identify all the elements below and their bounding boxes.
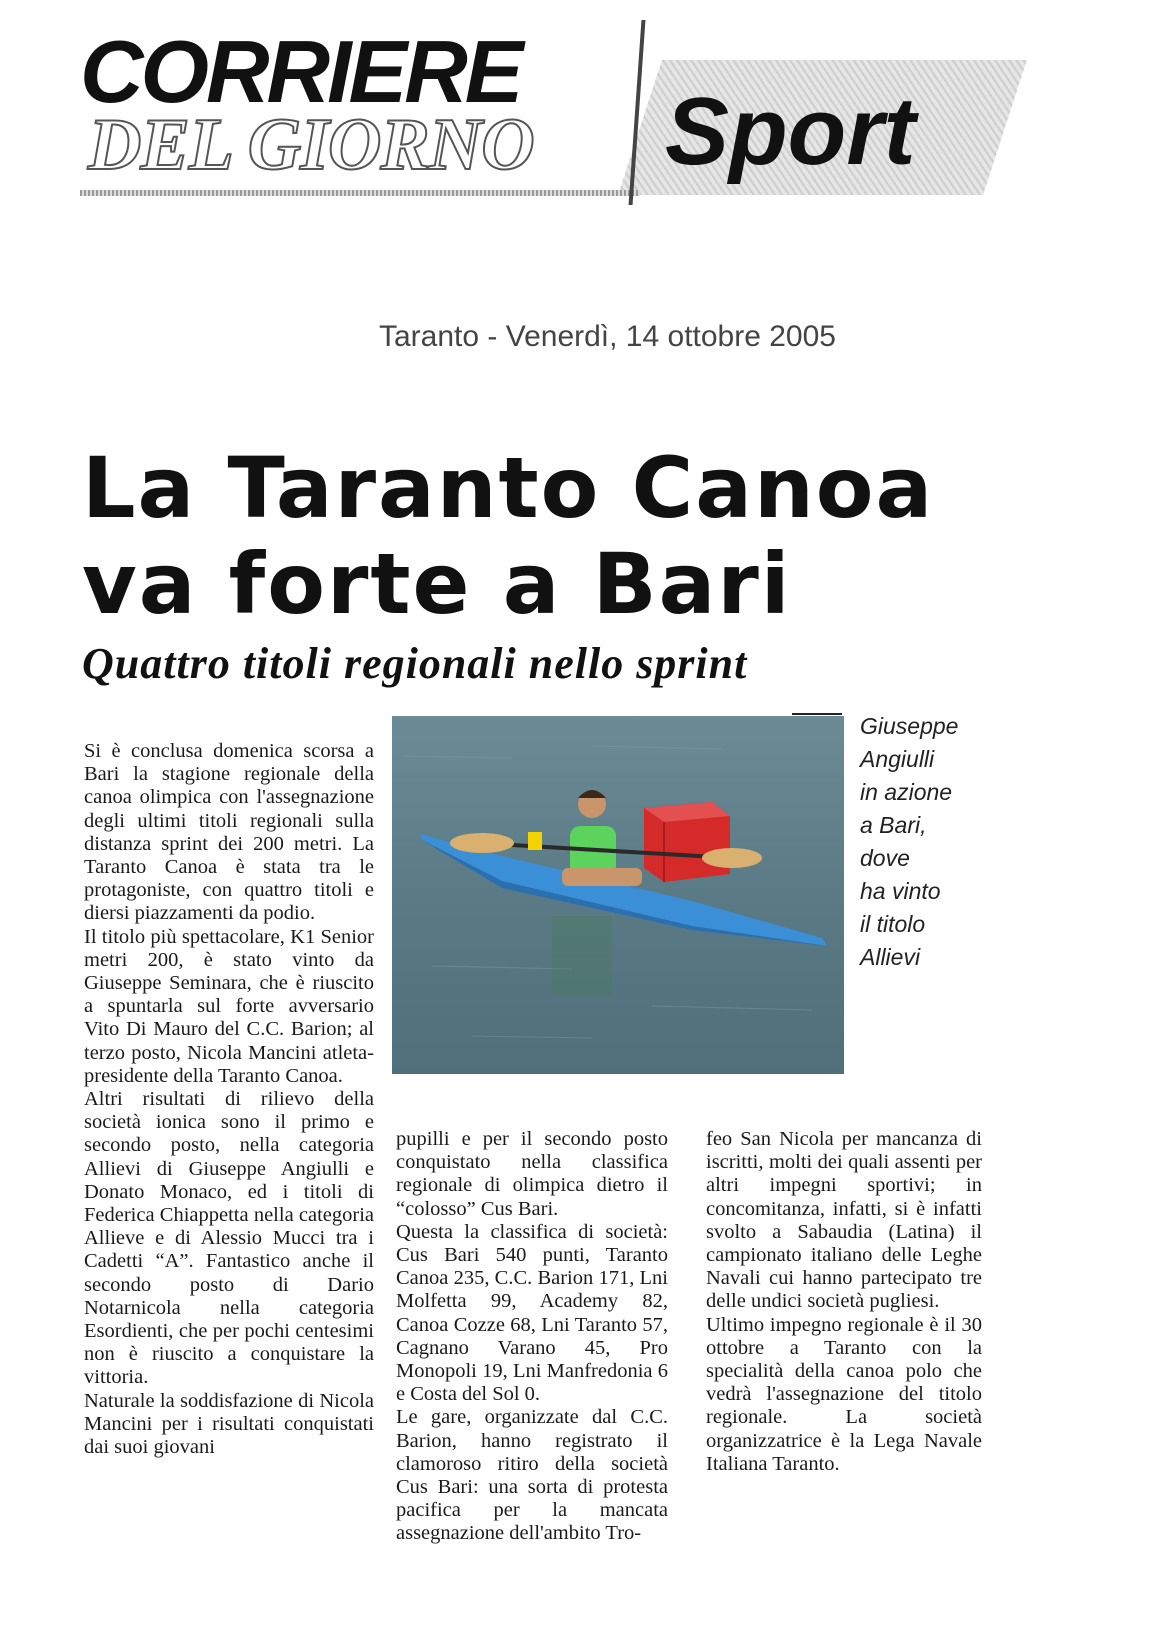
masthead-section: Sport [665,78,916,185]
photo-caption [860,710,1030,974]
paragraph: Questa la classifica di società: Cus Bari 540 punti, Taranto Canoa 235, C.C. Barion 171, Lni Molfetta 99, Academy 82, Canoa Cozze 68, Lni Taranto 57, Cagnano Varano 45, Pro Monopoli 19, Lni Manfredonia 6 e Costa del Sol 0. [396,1220,668,1406]
headline-line-2: va forte a Bari [82,535,792,633]
dateline: Taranto - Venerdì, 14 ottobre 2005 [379,320,836,353]
caption-line: Angiulli [860,746,935,772]
article-column-2 [396,1128,668,1546]
masthead-underline [80,190,640,196]
article-column-1 [84,740,374,1459]
paragraph: Il titolo più spettacolare, K1 Senior metri 200, è stato vinto da Giuseppe Seminara, che è riuscito a spuntarla sul forte avversario Vito Di Mauro del C.C. Barion; al terzo posto, Nicola Mancini atleta-presidente della Taranto Canoa. [84,925,374,1087]
article-column-3 [706,1128,982,1476]
photo-rule [792,713,842,715]
caption-line: il titolo [860,911,926,937]
caption-line: Allievi [860,944,921,970]
masthead [80,20,1020,210]
masthead-title: CORRIERE [80,22,521,121]
paragraph: Naturale la soddisfazione di Nicola Mancini per i risultati conquistati dai suoi giovani [84,1389,374,1459]
paragraph: pupilli e per il secondo posto conquistato nella classifica regionale di olimpica dietro il “colosso” Cus Bari. [396,1128,668,1220]
caption-line: a Bari, [860,812,927,838]
paragraph: Le gare, organizzate dal C.C. Barion, hanno registrato il clamoroso ritiro della società Cus Bari: una sorta di protesta pacifica per la mancata assegnazione dell'ambito Tro- [396,1406,668,1545]
masthead-subtitle: DEL GIORNO [88,104,534,186]
paragraph: Altri risultati di rilievo della società ionica sono il primo e secondo posto, nella categoria Allievi di Giuseppe Angiulli e Donato Monaco, ed i titoli di Federica Chiappetta nella categoria Allieve e di Alessio Mucci tra i Cadetti “A”. Fantastico anche il secondo posto di Dario Notarnicola nella categoria Esordienti, che per pochi centesimi non è riuscito a conquistare la vittoria. [84,1088,374,1389]
paragraph: feo San Nicola per mancanza di iscritti, molti dei quali assenti per altri impegni sportivi; in concomitanza, infatti, si è infatti svolto a Sabaudia (Latina) il campionato italiano delle Leghe Navali cui hanno partecipato tre delle undici società pugliesi. [706,1128,982,1313]
caption-line: in azione [860,779,953,805]
kayak-photo-drawing [392,716,844,1074]
paragraph: Si è conclusa domenica scorsa a Bari la stagione regionale della canoa olimpica con l'assegnazione degli ultimi titoli regionali sulla distanza sprint dei 200 metri. La Taranto Canoa è stata tra le protagoniste, con quattro titoli e diersi piazzamenti da podio. [84,740,374,925]
headline [82,440,1042,632]
kayak-photo [392,716,844,1074]
caption-line: dove [860,845,910,871]
subheadline: Quattro titoli regionali nello sprint [82,639,748,688]
caption-line: Giuseppe [860,713,959,739]
caption-line: ha vinto [860,878,941,904]
paragraph: Ultimo impegno regionale è il 30 ottobre a Taranto con la specialità della canoa polo che vedrà l'assegnazione del titolo regionale. La società organizzatrice è la Lega Navale Italiana Taranto. [706,1313,982,1475]
headline-line-1: La Taranto Canoa [82,439,935,537]
